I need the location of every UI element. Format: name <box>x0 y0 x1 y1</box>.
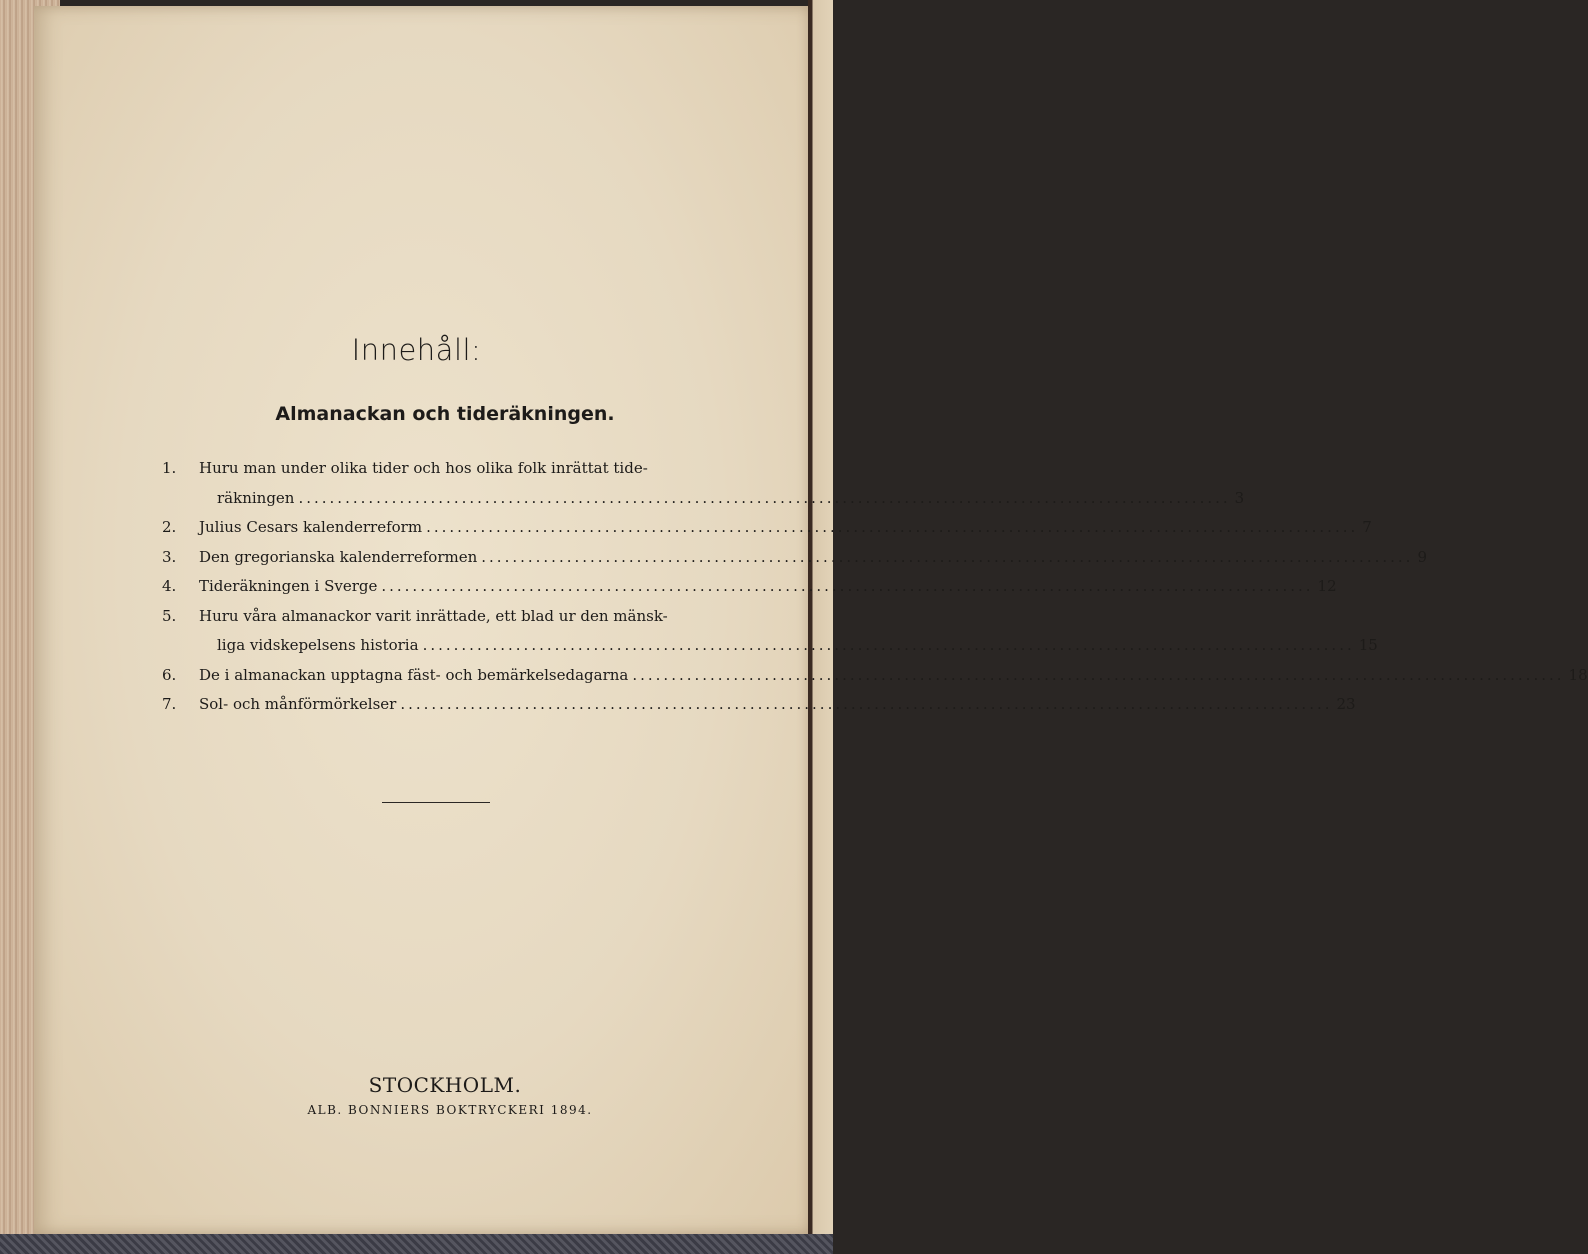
toc-entry-title: räkningen <box>217 488 295 507</box>
toc-leader-dots: ........................................................................................................................ <box>381 577 1314 595</box>
divider-rule <box>382 802 490 803</box>
toc-page-number: 9 <box>1417 547 1427 566</box>
page-title: Innehåll: <box>351 333 482 367</box>
toc-page-number: 23 <box>1336 695 1356 713</box>
toc-entry <box>162 513 1372 543</box>
toc-leader-dots: ........................................................................................................................ <box>422 636 1355 654</box>
adjacent-page-edge <box>808 0 833 1235</box>
toc-entry-number: 2. <box>162 518 177 536</box>
toc-entry-title: Huru man under olika tider och hos olika folk inrättat tide- <box>199 459 648 477</box>
toc-entry-number: 1. <box>162 459 177 477</box>
toc-entry <box>162 602 1378 661</box>
imprint-city: STOCKHOLM. <box>368 1073 522 1097</box>
toc-entry-number: 6. <box>162 665 177 684</box>
toc-entry <box>162 661 1588 691</box>
toc-entry-title: liga vidskepelsens historia <box>217 636 419 654</box>
toc-entry-title: Sol- och månförmörkelser <box>199 695 397 713</box>
toc-entry <box>162 543 1427 573</box>
toc-entry-number: 5. <box>162 606 177 625</box>
toc-entry-title: Huru våra almanackor varit inrättade, ett blad ur den mänsk- <box>199 606 668 625</box>
toc-entry-number: 7. <box>162 695 177 713</box>
imprint-printer: ALB. BONNIERS BOKTRYCKERI 1894. <box>307 1103 593 1117</box>
toc-page-number: 18 <box>1568 665 1588 684</box>
toc-page-number: 7 <box>1362 518 1372 536</box>
toc-entry-title: De i almanackan upptagna fäst- och bemärkelsedagarna <box>199 665 629 684</box>
toc-leader-dots: ........................................................................................................................ <box>426 518 1359 536</box>
toc-entry-title: Den gregorianska kalenderreformen <box>199 547 478 566</box>
toc-leader-dots: ........................................................................................................................ <box>632 665 1565 684</box>
background-cloth <box>0 1234 833 1254</box>
table-of-contents <box>162 454 1588 720</box>
toc-entry-number: 4. <box>162 577 177 595</box>
toc-page-number: 15 <box>1358 636 1378 654</box>
toc-page-number: 3 <box>1234 488 1245 507</box>
toc-entry-number: 3. <box>162 547 177 566</box>
toc-entry <box>162 690 1356 720</box>
toc-leader-dots: ........................................................................................................................ <box>481 547 1414 566</box>
toc-leader-dots: ........................................................................................................................ <box>298 488 1231 507</box>
toc-entry <box>162 572 1337 602</box>
toc-entry-title: Tideräkningen i Sverge <box>199 577 378 595</box>
toc-entry <box>162 454 1245 513</box>
toc-entry-title: Julius Cesars kalenderreform <box>199 518 423 536</box>
section-title: Almanackan och tideräkningen. <box>275 403 615 425</box>
toc-page-number: 12 <box>1317 577 1337 595</box>
toc-leader-dots: ........................................................................................................................ <box>400 695 1333 713</box>
